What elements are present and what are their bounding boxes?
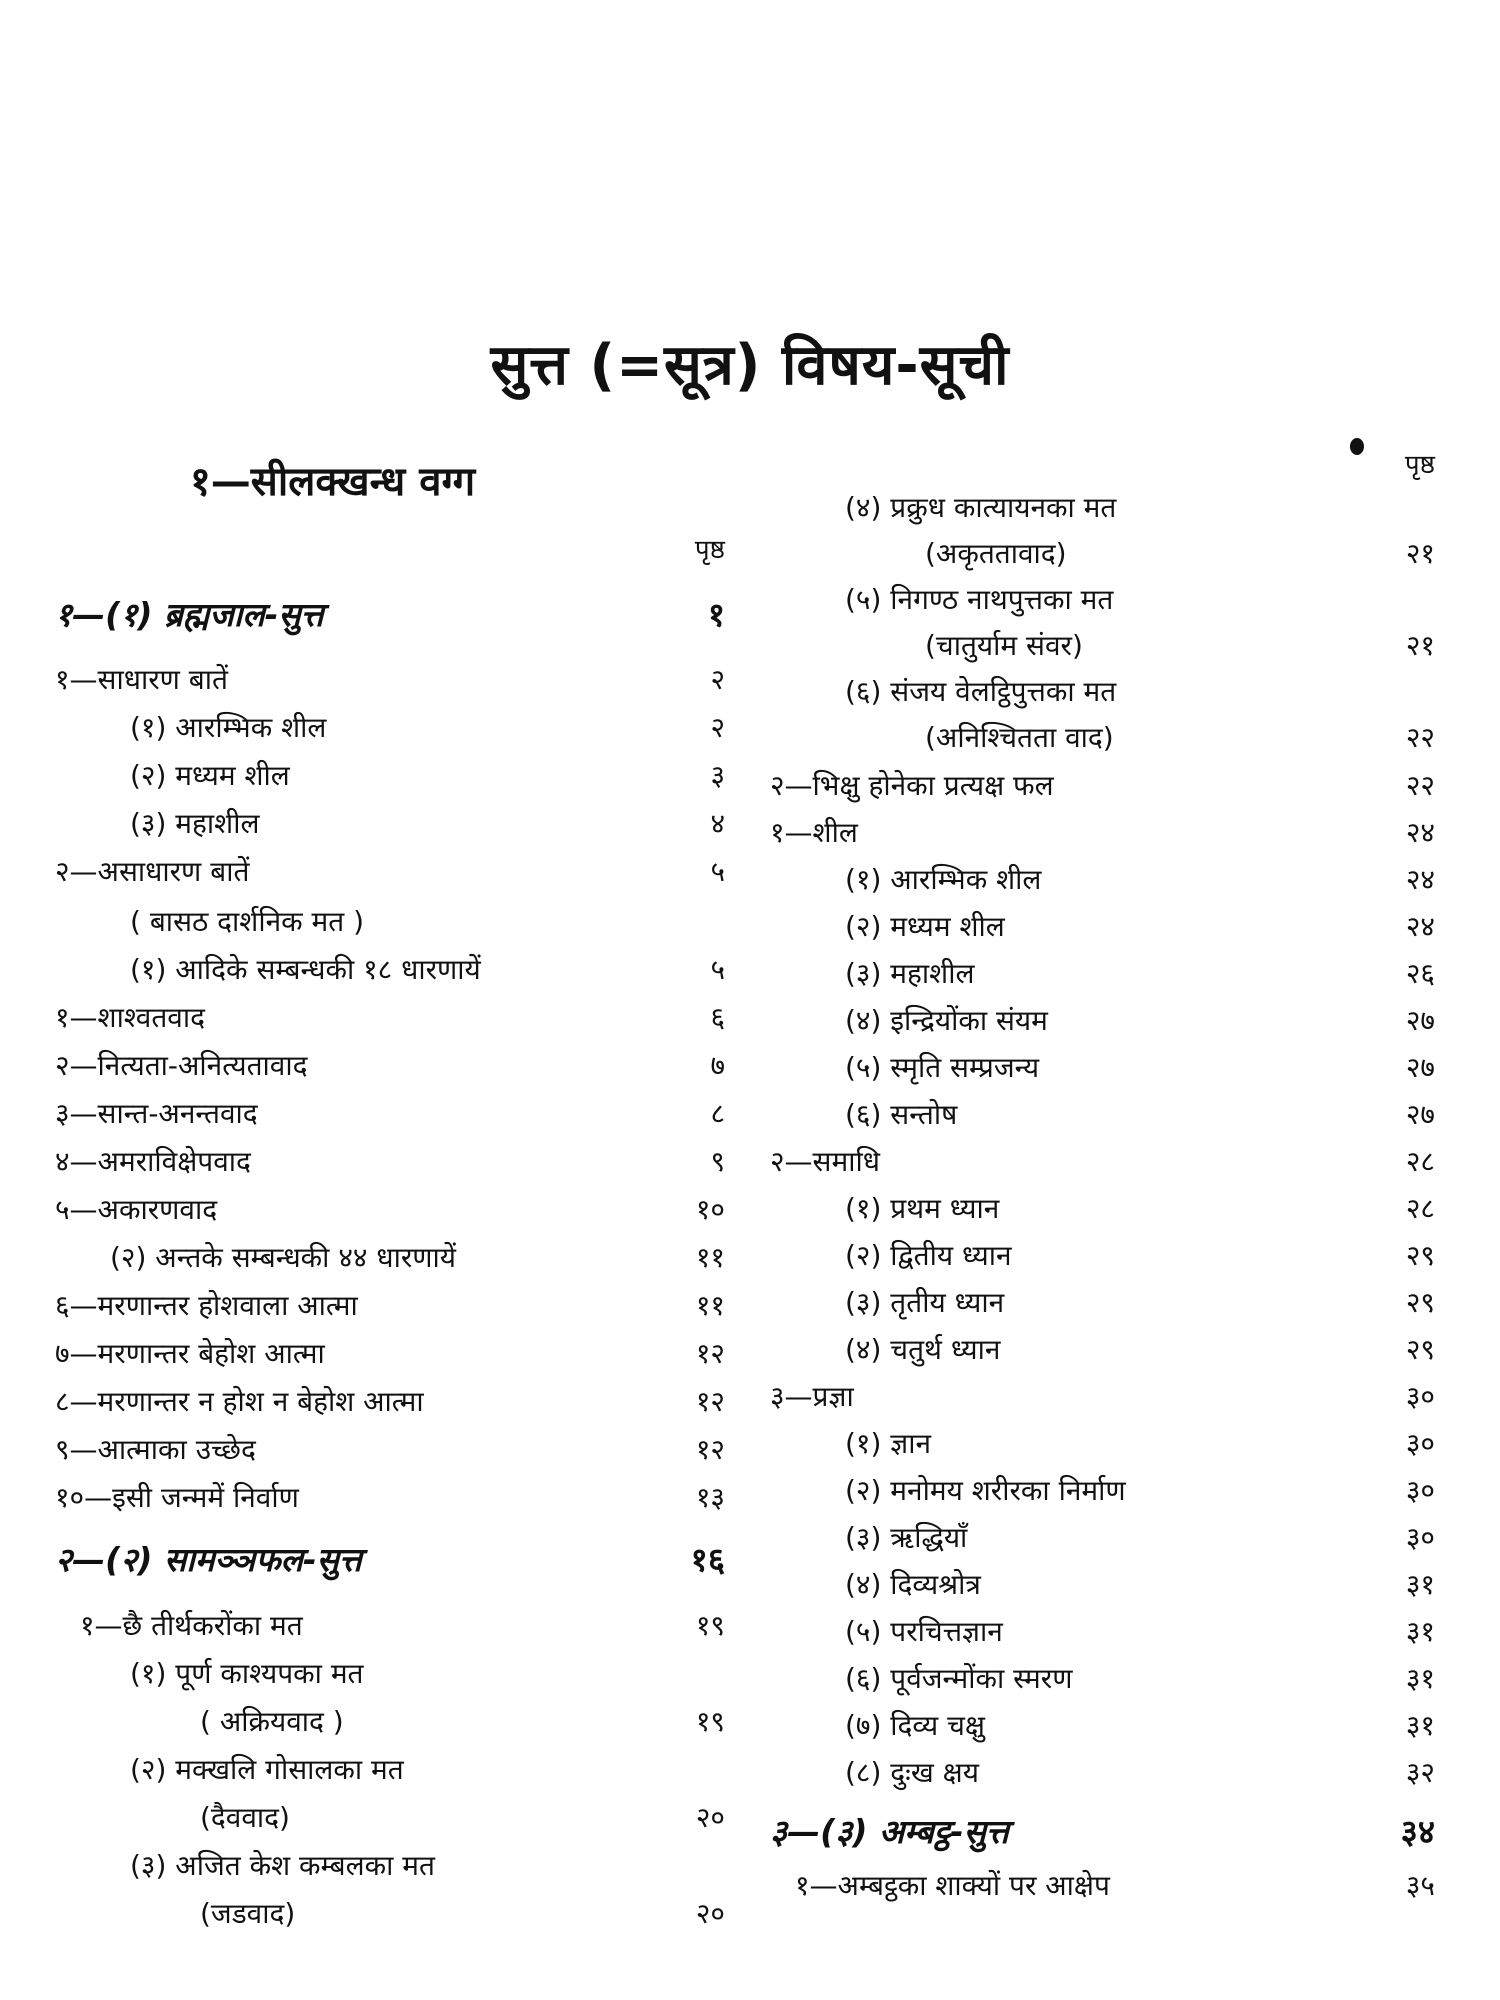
entry-page-number: २८: [1405, 1192, 1435, 1225]
entry-page-number: ४: [710, 807, 725, 840]
entry-title: २—(२) सामञ्ञफल-सुत्त: [55, 1540, 362, 1579]
toc-entry: [770, 720, 1435, 756]
entry-page-number: २४: [1405, 863, 1435, 896]
entry-title: ७—मरणान्तर बेहोश आत्मा: [55, 1337, 325, 1370]
toc-entry: [770, 1097, 1435, 1133]
entry-page-number: १९: [695, 1609, 725, 1642]
entry-page-number: २०: [695, 1801, 725, 1834]
entry-page-number: १२: [695, 1433, 725, 1466]
entry-page-number: ११: [695, 1289, 725, 1322]
entry-page-number: १९: [695, 1705, 725, 1738]
entry-page-number: १३: [695, 1481, 725, 1514]
entry-page-number: १६: [690, 1540, 725, 1579]
toc-entry: [770, 909, 1435, 945]
toc-entry: [770, 1661, 1435, 1697]
entry-title: २—असाधारण बातें: [55, 855, 250, 888]
entry-page-number: १२: [695, 1337, 725, 1370]
entry-title: (१) ज्ञान: [845, 1427, 932, 1460]
entry-title: ३—सान्त-अनन्तवाद: [55, 1097, 258, 1130]
entry-title: (४) इन्द्रियोंका संयम: [845, 1004, 1048, 1037]
toc-entry: [55, 1144, 725, 1180]
entry-page-number: २: [710, 711, 725, 744]
vagga-heading: १—सीलक्खन्ध वग्ग: [190, 459, 476, 505]
entry-page-number: ३०: [1405, 1380, 1435, 1413]
entry-page-number: २६: [1405, 957, 1435, 990]
sutta-entry: [55, 1538, 725, 1582]
entry-title: (५) स्मृति सम्प्रजन्य: [845, 1051, 1040, 1084]
entry-page-number: २८: [1405, 1145, 1435, 1178]
entry-title: (३) अजित केश कम्बलका मत: [130, 1849, 435, 1882]
entry-title: २—समाधि: [770, 1145, 880, 1178]
toc-entry: [770, 1755, 1435, 1791]
entry-title: १०—इसी जन्ममें निर्वाण: [55, 1481, 299, 1514]
toc-entry: [770, 1379, 1435, 1415]
toc-entry: [55, 1336, 725, 1372]
entry-title: ( बासठ दार्शनिक मत ): [130, 905, 365, 938]
entry-title: (२) अन्तके सम्बन्धकी ४४ धारणायें: [110, 1241, 457, 1274]
entry-page-number: १०: [695, 1193, 725, 1226]
entry-page-number: २१: [1405, 629, 1435, 662]
entry-title: (जडवाद): [200, 1897, 296, 1930]
entry-page-number: १: [707, 595, 725, 634]
toc-entry: [55, 1432, 725, 1468]
entry-title: (६) सन्तोष: [845, 1098, 958, 1131]
entry-title: ९—आत्माका उच्छेद: [55, 1433, 256, 1466]
toc-entry: [770, 1473, 1435, 1509]
page-column-header: पृष्ठ: [1404, 450, 1435, 480]
entry-page-number: ३०: [1405, 1521, 1435, 1554]
entry-title: (१) आदिके सम्बन्धकी १८ धारणायें: [130, 953, 481, 986]
toc-entry: [770, 628, 1435, 664]
toc-entry: [55, 1752, 725, 1788]
toc-entry: [770, 1238, 1435, 1274]
toc-entry: [770, 1285, 1435, 1321]
entry-title: (४) प्रक्रुध कात्यायनका मत: [845, 491, 1117, 524]
page-column-header: पृष्ठ: [694, 535, 725, 565]
toc-entry: [770, 1520, 1435, 1556]
entry-page-number: ६: [710, 1001, 725, 1034]
toc-entry: [770, 582, 1435, 618]
entry-page-number: ३५: [1405, 1869, 1435, 1902]
entry-page-number: ३१: [1405, 1568, 1435, 1601]
entry-title: (७) दिव्य चक्षु: [845, 1709, 986, 1742]
entry-page-number: २०: [695, 1897, 725, 1930]
entry-title: (चातुर्याम संवर): [925, 629, 1083, 662]
entry-title: (१) आरम्भिक शील: [845, 863, 1042, 896]
entry-title: ( अक्रियवाद ): [200, 1705, 344, 1738]
toc-entry: [770, 1708, 1435, 1744]
entry-page-number: २७: [1405, 1004, 1435, 1037]
entry-page-number: २९: [1405, 1239, 1435, 1272]
entry-title: ३—(३) अम्बट्ठ-सुत्त: [770, 1812, 1009, 1851]
entry-title: १—शाश्वतवाद: [55, 1001, 205, 1034]
entry-title: (१) प्रथम ध्यान: [845, 1192, 1000, 1225]
entry-page-number: ५: [710, 953, 725, 986]
toc-entry: [55, 1192, 725, 1228]
entry-title: (३) महाशील: [130, 807, 260, 840]
entry-title: (अकृततावाद): [925, 537, 1067, 570]
entry-title: (२) द्वितीय ध्यान: [845, 1239, 1012, 1272]
entry-page-number: २: [710, 663, 725, 696]
entry-title: (५) परचित्तज्ञान: [845, 1615, 1003, 1648]
entry-page-number: ११: [695, 1241, 725, 1274]
toc-entry: [55, 1096, 725, 1132]
toc-entry: [55, 710, 725, 746]
entry-page-number: २२: [1405, 769, 1435, 802]
toc-entry: [770, 1614, 1435, 1650]
entry-page-number: ३१: [1405, 1662, 1435, 1695]
entry-page-number: ३: [710, 759, 725, 792]
entry-page-number: २७: [1405, 1098, 1435, 1131]
entry-page-number: २१: [1405, 537, 1435, 570]
entry-title: १—शील: [770, 816, 858, 849]
toc-entry: [770, 1567, 1435, 1603]
entry-title: (४) दिव्यश्रोत्र: [845, 1568, 981, 1601]
entry-page-number: ८: [710, 1097, 725, 1130]
entry-page-number: २९: [1405, 1333, 1435, 1366]
entry-title: ३—प्रज्ञा: [770, 1380, 854, 1413]
toc-entry: [770, 862, 1435, 898]
toc-entry: [55, 1608, 725, 1644]
entry-title: (२) मध्यम शील: [845, 910, 1005, 943]
toc-entry: [55, 1704, 725, 1740]
entry-page-number: ३०: [1405, 1474, 1435, 1507]
entry-title: (४) चतुर्थ ध्यान: [845, 1333, 1001, 1366]
toc-entry: [55, 806, 725, 842]
entry-title: (८) दुःख क्षय: [845, 1756, 979, 1789]
entry-title: (१) पूर्ण काश्यपका मत: [130, 1657, 364, 1690]
entry-title: (३) महाशील: [845, 957, 975, 990]
entry-title: (३) ऋद्धियाँ: [845, 1521, 968, 1554]
toc-entry: [55, 1288, 725, 1324]
entry-page-number: ३२: [1405, 1756, 1435, 1789]
toc-entry: [770, 1003, 1435, 1039]
toc-entry: [770, 1050, 1435, 1086]
entry-title: १—छै तीर्थकरोंका मत: [80, 1609, 303, 1642]
entry-page-number: ५: [710, 855, 725, 888]
entry-title: २—नित्यता-अनित्यतावाद: [55, 1049, 308, 1082]
toc-entry: [55, 1800, 725, 1836]
entry-title: ८—मरणान्तर न होश न बेहोश आत्मा: [55, 1385, 424, 1418]
toc-entry: [770, 1191, 1435, 1227]
entry-page-number: २७: [1405, 1051, 1435, 1084]
entry-title: (६) संजय वेलट्ठिपुत्तका मत: [845, 675, 1117, 708]
page-title: सुत्त (=सूत्र) विषय-सूची: [490, 333, 1010, 398]
entry-title: (२) मक्खलि गोसालका मत: [130, 1753, 404, 1786]
entry-page-number: २२: [1405, 721, 1435, 754]
toc-entry: [55, 1384, 725, 1420]
toc-entry: [770, 1868, 1435, 1904]
entry-title: २—भिक्षु होनेका प्रत्यक्ष फल: [770, 769, 1054, 802]
toc-entry: [55, 1848, 725, 1884]
toc-entry: [55, 1240, 725, 1276]
toc-entry: [770, 815, 1435, 851]
entry-title: (अनिश्चितता वाद): [925, 721, 1114, 754]
toc-entry: [770, 956, 1435, 992]
entry-title: ४—अमराविक्षेपवाद: [55, 1145, 251, 1178]
bullet-icon: [1350, 438, 1364, 455]
toc-entry: [770, 1144, 1435, 1180]
toc-entry: [55, 1048, 725, 1084]
entry-title: (१) आरम्भिक शील: [130, 711, 327, 744]
entry-page-number: ३०: [1405, 1427, 1435, 1460]
right-column: [770, 0, 1435, 2000]
toc-entry: [55, 758, 725, 794]
toc-entry: [55, 1896, 725, 1932]
sutta-entry: [55, 593, 725, 637]
toc-entry: [770, 768, 1435, 804]
toc-entry: [770, 536, 1435, 572]
entry-title: १—साधारण बातें: [55, 663, 229, 696]
toc-entry: [770, 490, 1435, 526]
entry-page-number: ३१: [1405, 1709, 1435, 1742]
entry-title: १—अम्बट्ठका शाक्यों पर आक्षेप: [795, 1869, 1110, 1902]
toc-entry: [55, 854, 725, 890]
toc-entry: [55, 662, 725, 698]
entry-page-number: ९: [710, 1145, 725, 1178]
toc-entry: [55, 1656, 725, 1692]
entry-title: (६) पूर्वजन्मोंका स्मरण: [845, 1662, 1073, 1695]
toc-entry: [55, 1000, 725, 1036]
sutta-entry: [770, 1810, 1435, 1854]
entry-page-number: १२: [695, 1385, 725, 1418]
entry-title: ६—मरणान्तर होशवाला आत्मा: [55, 1289, 358, 1322]
entry-title: (दैववाद): [200, 1801, 290, 1834]
entry-page-number: ३१: [1405, 1615, 1435, 1648]
toc-entry: [55, 904, 725, 940]
toc-entry: [55, 952, 725, 988]
entry-page-number: ७: [710, 1049, 725, 1082]
entry-page-number: ३४: [1400, 1812, 1435, 1851]
entry-title: १—(१) ब्रह्मजाल-सुत्त: [55, 595, 324, 634]
entry-page-number: २४: [1405, 816, 1435, 849]
toc-entry: [770, 674, 1435, 710]
entry-title: (२) मनोमय शरीरका निर्माण: [845, 1474, 1126, 1507]
entry-title: (३) तृतीय ध्यान: [845, 1286, 1005, 1319]
entry-page-number: २४: [1405, 910, 1435, 943]
toc-entry: [770, 1426, 1435, 1462]
entry-title: (५) निगण्ठ नाथपुत्तका मत: [845, 583, 1114, 616]
toc-entry: [55, 1480, 725, 1516]
left-column: [55, 0, 725, 2000]
toc-entry: [770, 1332, 1435, 1368]
entry-page-number: २९: [1405, 1286, 1435, 1319]
entry-title: ५—अकारणवाद: [55, 1193, 218, 1226]
entry-title: (२) मध्यम शील: [130, 759, 290, 792]
